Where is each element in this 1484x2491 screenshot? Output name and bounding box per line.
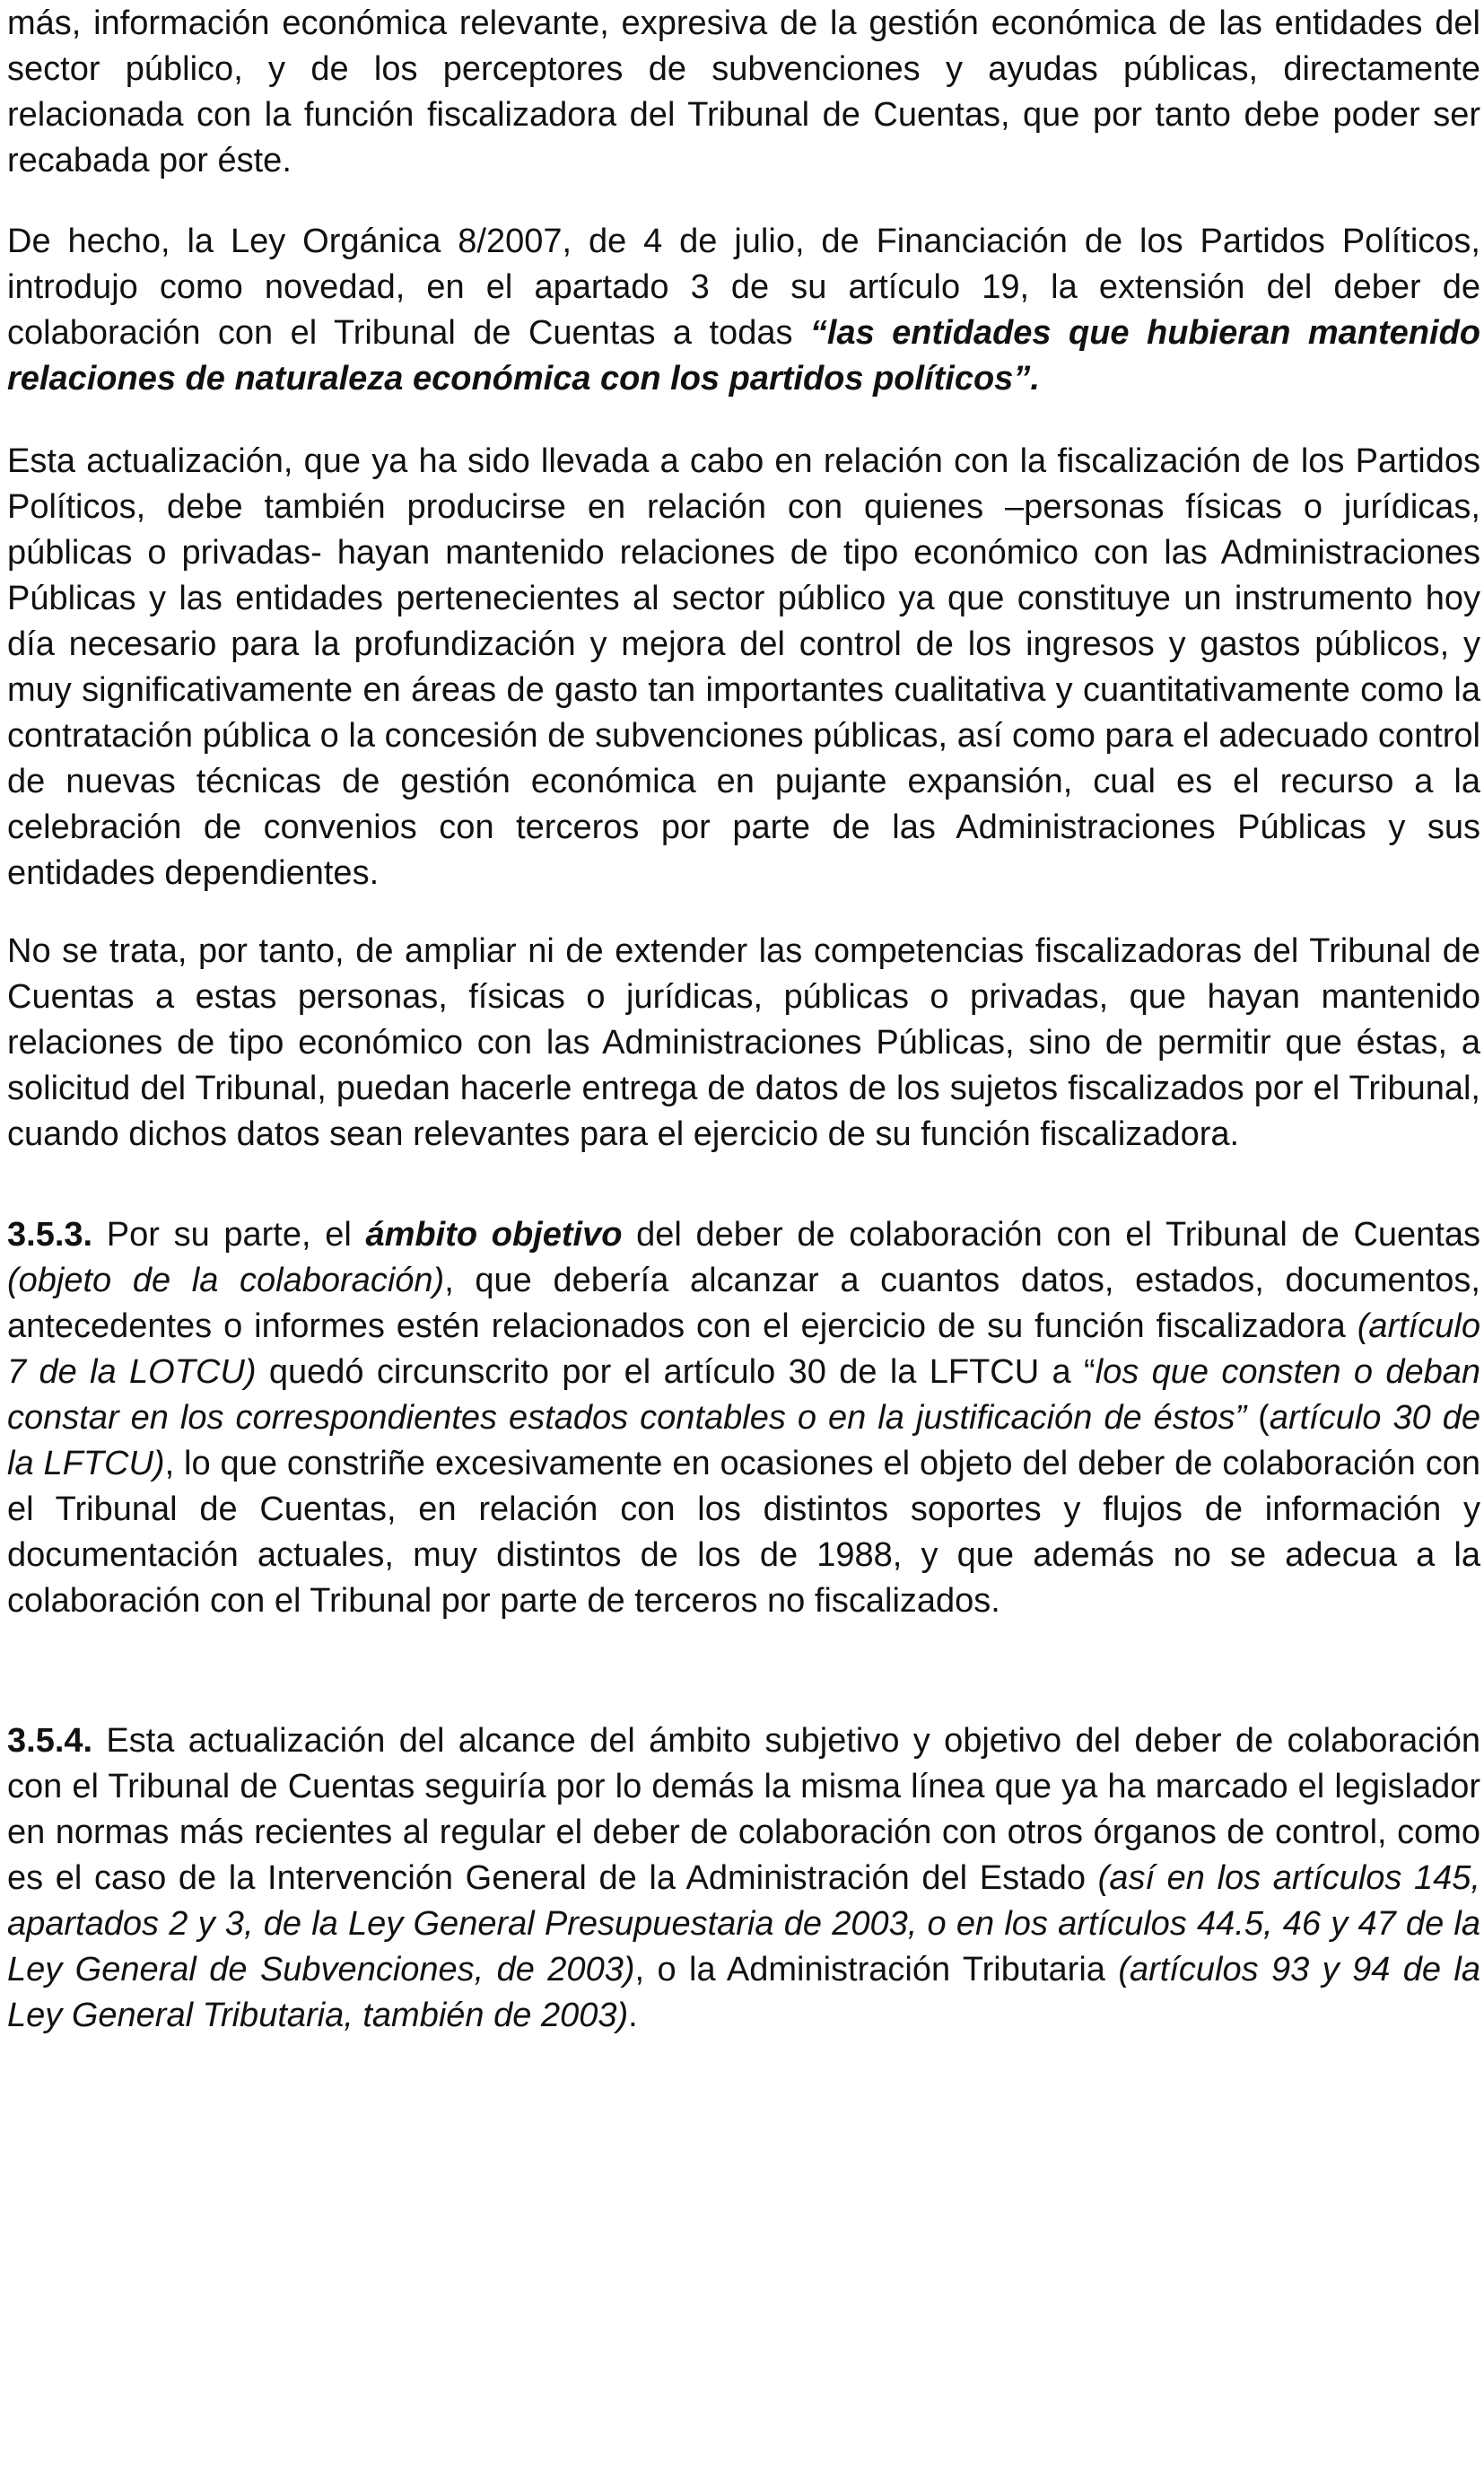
- paragraph-no-se-trata: [7, 929, 1480, 1158]
- paragraph-text: Esta actualización del alcance del ámbito subjetivo y objetivo del deber de colaboración con el Tribunal de Cuentas seguiría por lo demás la misma línea que ya ha marcado el legislador en normas más recientes al regular el deber de colaboración con otros órganos de control, como es el caso de la Intervención General de la Administración del Estado: [7, 1722, 1480, 1897]
- italic-text: (objeto de la colaboración): [7, 1262, 445, 1299]
- paragraph-text: , que debería alcanzar a cuantos datos, estados, documentos, antecedentes o informes estén relacionados con el ejercicio de su función fiscalizadora: [7, 1262, 1480, 1345]
- italic-text: (artículos 93 y 94 de la Ley General Tributaria, también de 2003): [7, 1951, 1480, 2034]
- paragraph-actualizacion: [7, 439, 1480, 896]
- paragraph-text: Por su parte, el: [92, 1216, 366, 1254]
- section-number: 3.5.3.: [7, 1216, 93, 1254]
- italic-text: artículo 30 de la LFTCU): [7, 1399, 1481, 1482]
- paragraph-ley-organica: [7, 219, 1480, 402]
- paragraph-text: De hecho, la Ley Orgánica 8/2007, de 4 de julio, de Financiación de los Partidos Políticos, introdujo como novedad, en el apartado 3 de su artículo 19, la extensión del deber de colaboración con el Tribunal de Cuentas a todas: [7, 223, 1480, 352]
- paragraph-text: , o la Administración Tributaria: [634, 1951, 1119, 1988]
- section-number: 3.5.4.: [7, 1722, 93, 1760]
- italic-text: (así en los artículos 145, apartados 2 y 3, de la Ley General Presupuestaria de 2003, o en los artículos 44.5, 46 y 47 de la Ley General de Subvenciones, de 2003): [7, 1859, 1480, 1988]
- paragraph-text: quedó circunscrito por el artículo 30 de la LFTCU a “: [256, 1353, 1096, 1391]
- emphasis-ambito-objetivo: ámbito objetivo: [365, 1216, 623, 1254]
- italic-quote: los que consten o deban constar en los correspondientes estados contables o en la justificación de éstos”: [7, 1353, 1481, 1437]
- paragraph-text: (: [1246, 1399, 1270, 1437]
- paragraph-3-5-4: [7, 1718, 1480, 2039]
- paragraph-text: No se trata, por tanto, de ampliar ni de extender las competencias fiscalizadoras del Tribunal de Cuentas a estas personas, físicas o jurídicas, públicas o privadas, que hayan mantenido relaciones de tipo económico con las Administraciones Públicas, sino de permitir que éstas, a solicitud del Tribunal, puedan hacerle entrega de datos de los sujetos fiscalizados por el Tribunal, cuando dichos datos sean relevantes para el ejercicio de su función fiscalizadora.: [7, 932, 1480, 1153]
- paragraph-text: .: [628, 1997, 638, 2034]
- italic-text: (artículo 7 de la LOTCU): [7, 1307, 1480, 1391]
- paragraph-text: del deber de colaboración con el Tribunal de Cuentas: [622, 1216, 1481, 1254]
- paragraph-3-5-3: [7, 1212, 1480, 1624]
- paragraph-text: Esta actualización, que ya ha sido llevada a cabo en relación con la fiscalización de los Partidos Políticos, debe también producirse en relación con quienes –personas físicas o jurídicas, públicas o privadas- hayan mantenido relaciones de tipo económico con las Administraciones Públicas y las entidades pertenecientes al sector público ya que constituye un instrumento hoy día necesario para la profundización y mejora del control de los ingresos y gastos públicos, y muy significativamente en áreas de gasto tan importantes cualitativa y cuantitativamente como la contratación pública o la concesión de subvenciones públicas, así como para el adecuado control de nuevas técnicas de gestión económica en pujante expansión, cual es el recurso a la celebración de convenios con terceros por parte de las Administraciones Públicas y sus entidades dependientes.: [7, 442, 1480, 892]
- paragraph-info-economica: [7, 1, 1480, 184]
- quote-emphasis: “las entidades que hubieran mantenido relaciones de naturaleza económica con los partidos políticos”.: [7, 314, 1480, 398]
- paragraph-text: más, información económica relevante, expresiva de la gestión económica de las entidades del sector público, y de los perceptores de subvenciones y ayudas públicas, directamente relacionada con la función fiscalizadora del Tribunal de Cuentas, que por tanto debe poder ser recabada por éste.: [7, 4, 1480, 179]
- paragraph-text: , lo que constriñe excesivamente en ocasiones el objeto del deber de colaboración con el Tribunal de Cuentas, en relación con los distintos soportes y flujos de información y documentación actuales, muy distintos de los de 1988, y que además no se adecua a la colaboración con el Tribunal por parte de terceros no fiscalizados.: [7, 1445, 1480, 1620]
